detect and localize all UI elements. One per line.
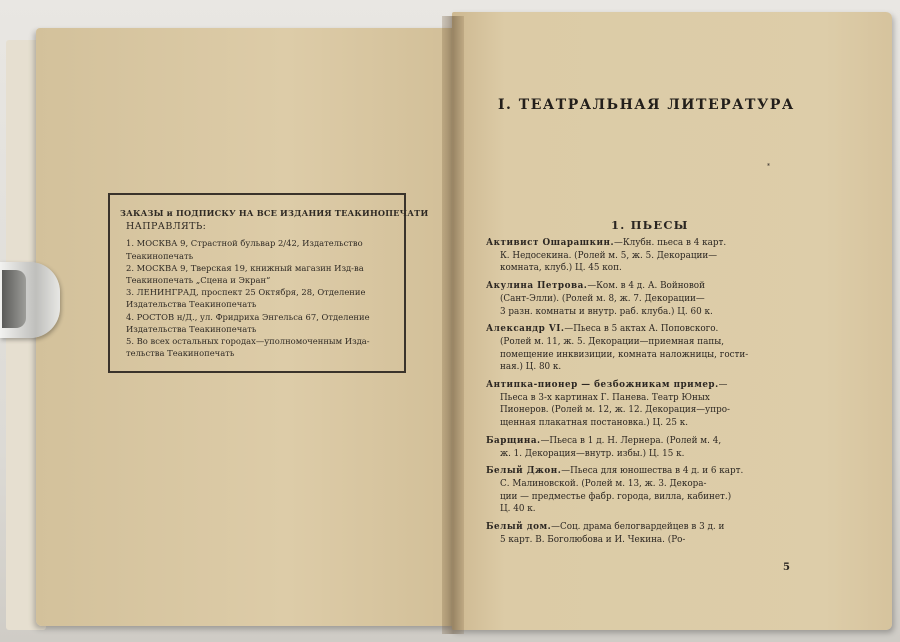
play-title: Антипка-пионер — безбожникам пример. — [486, 380, 719, 391]
order-item: 4. РОСТОВ н/Д., ул. Фридриха Энгельса 67, Отделение Издательства Теакинопечать — [126, 311, 370, 334]
ornament-mark: * — [767, 163, 770, 170]
book-gutter — [442, 16, 464, 634]
play-entry — [486, 465, 784, 516]
play-title: Александр VI. — [486, 324, 565, 335]
play-desc: —Клубн. пьеса в 4 карт. — [614, 238, 727, 248]
play-entry — [486, 379, 784, 430]
section-title: I. ТЕАТРАЛЬНАЯ ЛИТЕРАТУРА — [498, 97, 795, 113]
play-desc-line: ж. 1. Декорация—внутр. избы.) Ц. 15 к. — [500, 448, 685, 459]
order-box-subtitle: НАПРАВЛЯТЬ: — [126, 221, 207, 233]
play-desc-line: щенная плакатная постановка.) Ц. 25 к. — [500, 418, 689, 429]
order-box-title: ЗАКАЗЫ и ПОДПИСКУ НА ВСЕ ИЗДАНИЯ ТЕАКИНОПЕЧАТИ — [120, 208, 429, 218]
play-title: Активист Ошарашкин. — [486, 238, 615, 248]
order-item: 5. Во всех остальных городах—уполномоченным Изда- тельства Теакинопечать — [126, 336, 370, 359]
play-desc: —Пьеса в 1 д. Н. Лернера. (Ролей м. 4, — [540, 435, 722, 446]
subsection-title: 1. ПЬЕСЫ — [611, 218, 689, 232]
play-desc: —Пьеса для юношества в 4 д. и 6 карт. — [561, 466, 744, 477]
play-title: Белый дом. — [486, 522, 552, 533]
play-desc-line: (Сант-Элли). (Ролей м. 8, ж. 7. Декорации— — [500, 293, 705, 304]
play-title: Барщина. — [486, 435, 541, 446]
play-desc-line: 5 карт. В. Боголюбова и И. Чекина. (Ро- — [500, 534, 686, 545]
clip-shadow — [2, 270, 26, 328]
play-desc-line: ции — предместье фабр. города, вилла, кабинет.) — [500, 491, 732, 502]
play-desc-line: помещение инквизиции, комната наложницы, гости- — [500, 349, 749, 360]
play-title: Акулина Петрова. — [486, 281, 588, 292]
play-desc-line: ная.) Ц. 80 к. — [500, 362, 562, 373]
play-entry — [486, 435, 784, 460]
play-desc-line: С. Малиновской. (Ролей м. 13, ж. 3. Декора- — [500, 478, 707, 489]
play-desc-line: Пионеров. (Ролей м. 12, ж. 12. Декорация—упро- — [500, 405, 730, 416]
order-box — [108, 193, 429, 373]
play-desc: — — [718, 380, 728, 391]
play-desc-line: 3 разн. комнаты и внутр. раб. клуба.) Ц. 60 к. — [500, 306, 713, 317]
play-desc-line: (Ролей м. 11, ж. 5. Декорации—приемная папы, — [500, 336, 725, 347]
play-desc: —Соц. драма белогвардейцев в 3 д. и — [551, 522, 725, 533]
play-entry — [486, 237, 784, 275]
play-desc-line: комната, клуб.) Ц. 45 коп. — [500, 263, 622, 274]
play-list — [486, 237, 784, 551]
play-desc-line: К. Недосекина. (Ролей м. 5, ж. 5. Декорации— — [500, 250, 717, 261]
play-entry — [486, 521, 784, 546]
order-item: 2. МОСКВА 9, Тверская 19, книжный магазин Изд-ва Теакинопечать „Сцена и Экран“ — [126, 262, 364, 286]
play-desc: —Ком. в 4 д. А. Войновой — [587, 281, 705, 292]
order-item: 3. ЛЕНИНГРАД, проспект 25 Октября, 28, Отделение Издательства Теакинопечать — [126, 287, 366, 310]
play-desc-line: Ц. 40 к. — [500, 504, 536, 515]
metal-clip — [0, 262, 60, 338]
play-title: Белый Джон. — [486, 466, 562, 477]
play-entry — [486, 280, 784, 318]
page-number: 5 — [783, 562, 790, 573]
play-desc: —Пьеса в 5 актах А. Поповского. — [564, 324, 719, 335]
play-desc-line: Пьеса в 3-х картинах Г. Панева. Театр Юных — [500, 392, 710, 403]
play-entry — [486, 323, 784, 374]
order-item: 1. МОСКВА 9, Страстной бульвар 2/42, Издательство Теакинопечать — [126, 238, 363, 261]
